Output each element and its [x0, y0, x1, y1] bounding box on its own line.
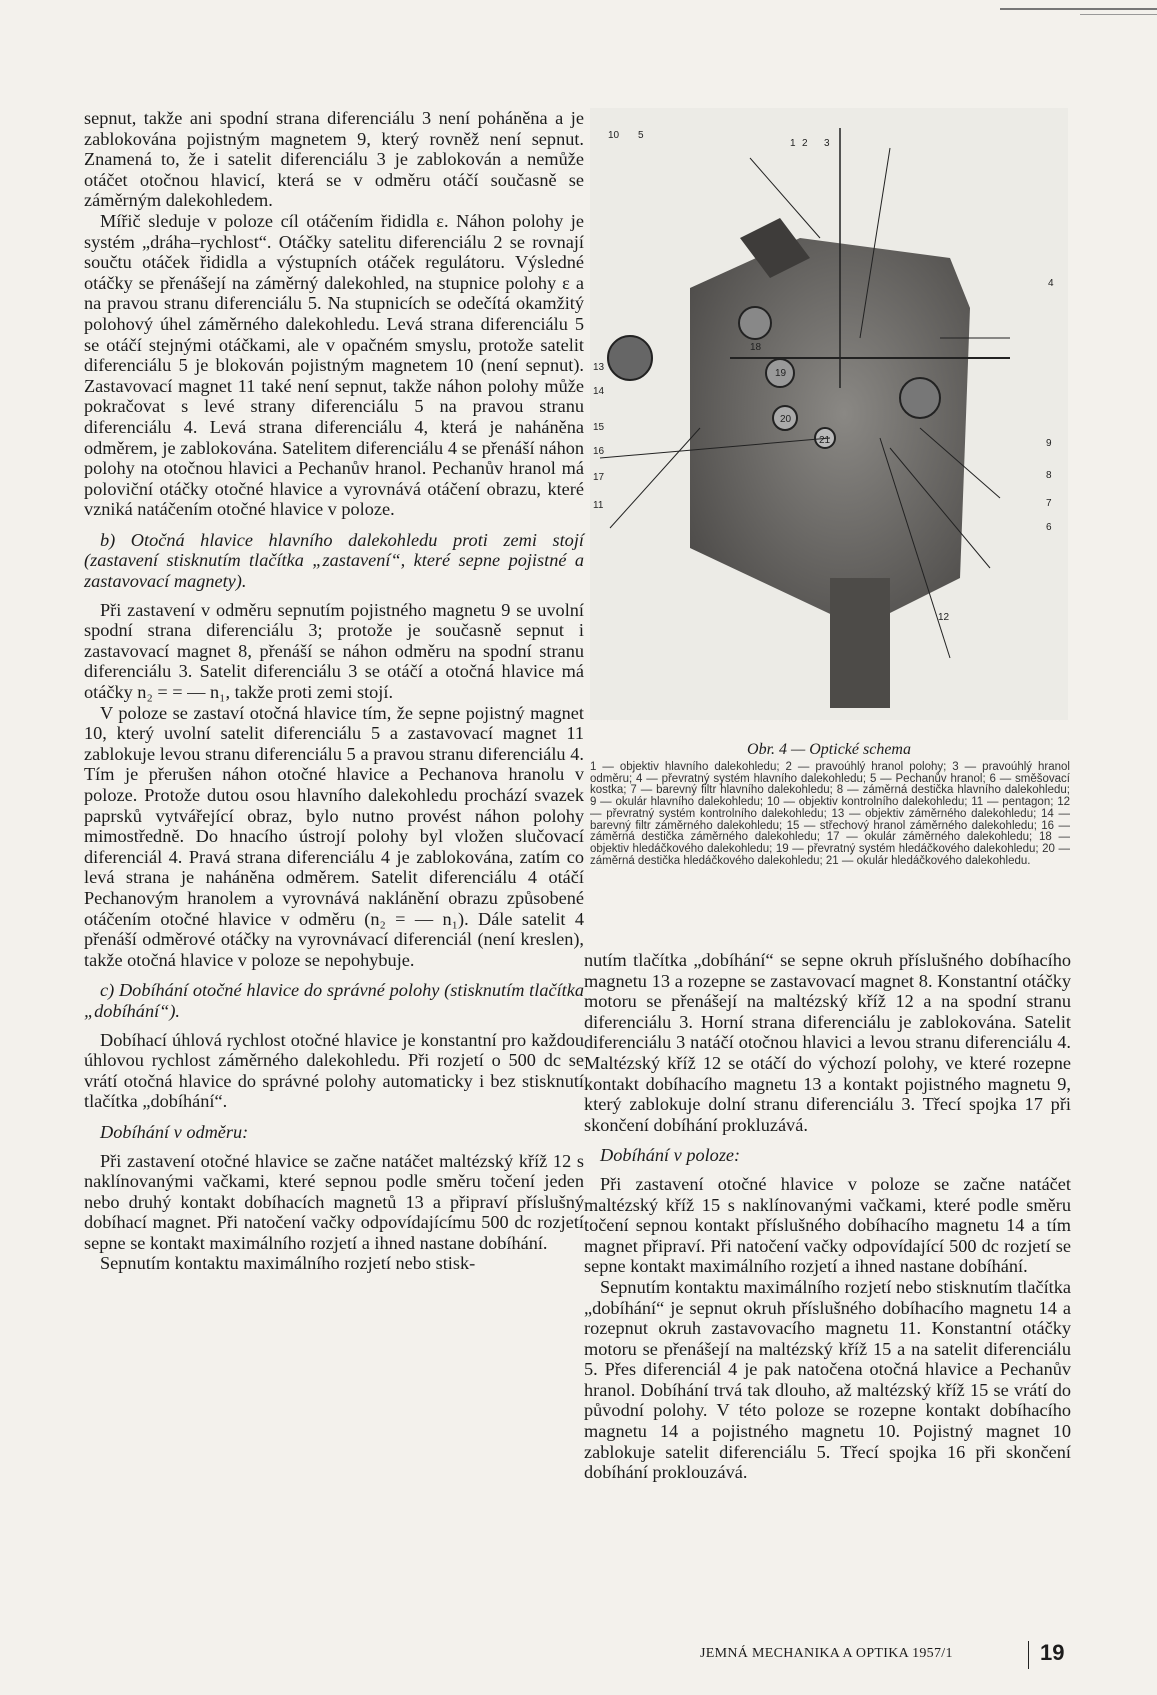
- label-18: 18: [750, 342, 762, 353]
- paragraph: Při zastavení otočné hlavice v poloze se začne natáčet maltézský kříž 15 s naklínovanými vačkami, které podle směru točení sepnou kontakt příslušného dobíhacího magnetu 14 a tím magnet připraví. Při natočení vačky odpovídající 500 dc rozjetí se sepne kontakt maximálního rozjetí a ihned nastane dobíhání.: [584, 1173, 1071, 1277]
- figure-caption: 1 — objektiv hlavního dalekohledu; 2 — pravoúhlý hranol polohy; 3 — pravoúhlý hranol odměru; 4 — převratný systém hlavního dalekohledu; 5 — Pechanův hranol; 6 — směšovací kostka; 7 — barevný filtr hlavního dalekohledu; 8 — záměrná destička hlavního dalekohledu; 9 — okulár hlavního dalekohledu; 10 — objektiv kontrolního dalekohledu; 11 — pentagon; 12 — převratný systém kontrolního dalekohledu; 13 — objektiv záměrného dalekohledu; 14 — barevný filtr záměrného dalekohledu; 15 — střechový hranol záměrného dalekohledu; 16 — záměrná destička záměrného dalekohledu; 17 — okulár záměrného dalekohledu; 18 — objektiv hledáčkového dalekohledu; 19 — převratný systém hledáčkového dalekohledu; 20 — záměrná destička hledáčkového dalekohledu; 21 — okulár hledáčkového dalekohledu.: [590, 761, 1070, 867]
- label-2: 2: [802, 138, 808, 149]
- label-16: 16: [593, 446, 605, 457]
- paragraph: Sepnutím kontaktu maximálního rozjetí nebo stisk-: [100, 1253, 476, 1274]
- label-4: 4: [1048, 278, 1054, 289]
- label-17: 17: [593, 472, 605, 483]
- optical-schema-drawing: [590, 108, 1068, 720]
- label-21: 21: [819, 435, 831, 446]
- label-10: 10: [608, 130, 620, 141]
- prism-18: [739, 307, 771, 339]
- subheading: Dobíhání v poloze:: [600, 1145, 741, 1166]
- label-19: 19: [775, 368, 787, 379]
- label-12: 12: [938, 612, 950, 623]
- label-11: 11: [593, 500, 604, 511]
- section-heading-b: b) Otočná hlavice hlavního dalekohledu proti zemi stojí (zastavení stisknutím tlačítka „zastavení“, které sepne pojistné a zastavovací magnety).: [84, 529, 584, 592]
- top-rule-secondary: [1080, 14, 1157, 15]
- telescope-stand: [830, 578, 890, 708]
- paragraph: Mířič sleduje v poloze cíl otáčením řididla ε. Náhon polohy je systém „dráha–rychlost“. Otáčky satelitu diferenciálu 2 se rovnají součtu otáček řididla a výstupních otáček regulátoru. Výsledné otáčky se přenášejí na záměrný dalekohled, na stupnice polohy ε a na pravou stranu diferenciálu 5. Na stupnicích se odečítá okamžitý polohový úhel záměrného dalekohledu. Levá strana diferenciálu 5 se otáčí stejnými otáčkami, ale v opačném smyslu, protože satelit diferenciálu 5 je blokován pojistným magnetem 10 (není sepnut). Zastavovací magnet 11 také není sepnut, takže náhon polohy může pokračovat s levé strany diferenciálu 5 na pravou stranu diferenciálu 4. Levá strana diferenciálu 4, která je naháněna odměrem, je zablokována. Satelitem diferenciálu 4 se přenáší náhon polohy na otočnou hlavici a Pechanův hranol. Pechanův hranol má poloviční otáčky otočné hlavice a vyrovnává otáčení obrazu, které vzniká natáčením otočné hlavice v poloze.: [84, 210, 584, 520]
- paragraph: Dobíhací úhlová rychlost otočné hlavice je konstantní pro každou úhlovou rychlost záměrného dalekohledu. Při rozjetí o 500 dc se vrátí otočná hlavice do správné polohy automaticky i bez stisknutí tlačítka „dobíhání“.: [84, 1029, 584, 1112]
- subheading: Dobíhání v odměru:: [100, 1121, 249, 1142]
- label-5: 5: [638, 130, 644, 141]
- right-column: [584, 950, 1071, 1483]
- objective-main: [900, 378, 940, 418]
- label-8: 8: [1046, 470, 1052, 481]
- left-column: [84, 108, 584, 1274]
- section-heading-c: c) Dobíhání otočné hlavice do správné polohy (stisknutím tlačítka „dobíhání“).: [84, 980, 584, 1021]
- top-rule: [1000, 8, 1157, 10]
- journal-footer: JEMNÁ MECHANIKA A OPTIKA 1957/1: [700, 1646, 953, 1661]
- label-6: 6: [1046, 522, 1052, 533]
- label-3: 3: [824, 138, 830, 149]
- paragraph: nutím tlačítka „dobíhání“ se sepne okruh příslušného dobíhacího magnetu 13 a rozepne se zastavovací magnet 8. Konstantní otáčky motoru se přenášejí na maltézský kříž 12 a na spodní stranu diferenciálu 3. Horní strana diferenciálu je zablokována. Satelit diferenciálu 3 natáčí otočnou hlavici a levou stranu diferenciálu 4. Maltézský kříž 12 se otáčí do výchozí polohy, ve které rozepne kontakt dobíhacího magnetu 13 a kontakt pojistného magnetu 9, který zablokuje dolní stranu diferenciálu 3. Třecí spojka 17 při skončení dobíhání prokluzává.: [584, 950, 1071, 1135]
- figure-title: Obr. 4 — Optické schema: [747, 741, 911, 758]
- label-9: 9: [1046, 438, 1052, 449]
- paragraph: Při zastavení v odměru sepnutím pojistného magnetu 9 se uvolní spodní strana diferenciálu 3; protože je současně sepnut i zastavovací magnet 8, přenáší se náhon odměru na spodní stranu diferenciálu 3. Satelit diferenciálu 3 se otáčí a otočná hlavice má otáčky n₂ = = — n₁, takže proti zemi stojí.: [84, 599, 584, 703]
- label-1: 1: [790, 138, 796, 149]
- page-number: 19: [1040, 1640, 1065, 1665]
- paragraph: V poloze se zastaví otočná hlavice tím, že sepne pojistný magnet 10, který uvolní satelit diferenciálu 5 a zastavovací magnet 11 zablokuje levou stranu diferenciálu 5 a pravou stranu diferenciálu 4. Tím je přerušen náhon otočné hlavice a Pechanova hranolu v poloze. Protože dutou osou hlavního dalekohledu prochází svazek paprsků vytvářející obraz, bylo nutno provést náhon polohy mimostředně. Do hnacího ústrojí polohy byl vložen slučovací diferenciál 4. Pravá strana diferenciálu 4 je zablokována, zatím co levá strana je naháněna odměrem. Satelit diferenciálu 4 otáčí Pechanovým hranolem a vyrovnává naklánění obrazu způsobené otáčením otočné hlavice v odměru (n₂ = — n₁). Dále satelit 4 přenáší odměrové otáčky na vyrovnávací diferenciál (není kreslen), takže otočná hlavice v poloze se nepohybuje.: [84, 702, 584, 970]
- label-14: 14: [593, 386, 605, 397]
- label-15: 15: [593, 422, 605, 433]
- paragraph: Sepnutím kontaktu maximálního rozjetí nebo stisknutím tlačítka „dobíhání“ je sepnut okruh příslušného dobíhacího magnetu 14 a rozepnut okruh zastavovacího magnetu 11. Konstantní otáčky motoru se přenášejí na maltézský kříž 15 a na satelit diferenciálu 5. Přes diferenciál 4 je pak natočena otočná hlavice a Pechanův hranol. Dobíhání trvá tak dlouho, až maltézský kříž 15 se vrátí do původní polohy. V této poloze se rozepne kontakt dobíhacího magnetu 14 a pojistného magnetu 10. Pojistný magnet 10 zablokuje satelit diferenciálu 5. Třecí spojka 16 při skončení dobíhání proklouzává.: [584, 1276, 1071, 1483]
- label-13: 13: [593, 362, 605, 373]
- footer-divider: [1028, 1641, 1029, 1669]
- lens-left: [608, 336, 652, 380]
- paragraph: sepnut, takže ani spodní strana diferenciálu 3 není poháněna a je zablokována pojistným magnetem 9, který rovněž není sepnut. Znamená to, že i satelit diferenciálu 3 je zablokován a nemůže otáčet otočnou hlavicí, která se v odměru otáčí současně se záměrným dalekohledem.: [84, 108, 584, 211]
- paragraph: Při zastavení otočné hlavice se začne natáčet maltézský kříž 12 s naklínovanými vačkami, které sepnou podle směru točení jeden nebo druhý kontakt dobíhacích magnetů 13 a připraví příslušný dobíhací magnet. Při natočení vačky odpovídajícímu 500 dc rozjetí sepne se kontakt maximálního rozjetí a ihned nastane dobíhání.: [84, 1150, 584, 1253]
- label-20: 20: [780, 414, 792, 425]
- label-7: 7: [1046, 498, 1052, 509]
- optical-schema-figure: [590, 108, 1068, 720]
